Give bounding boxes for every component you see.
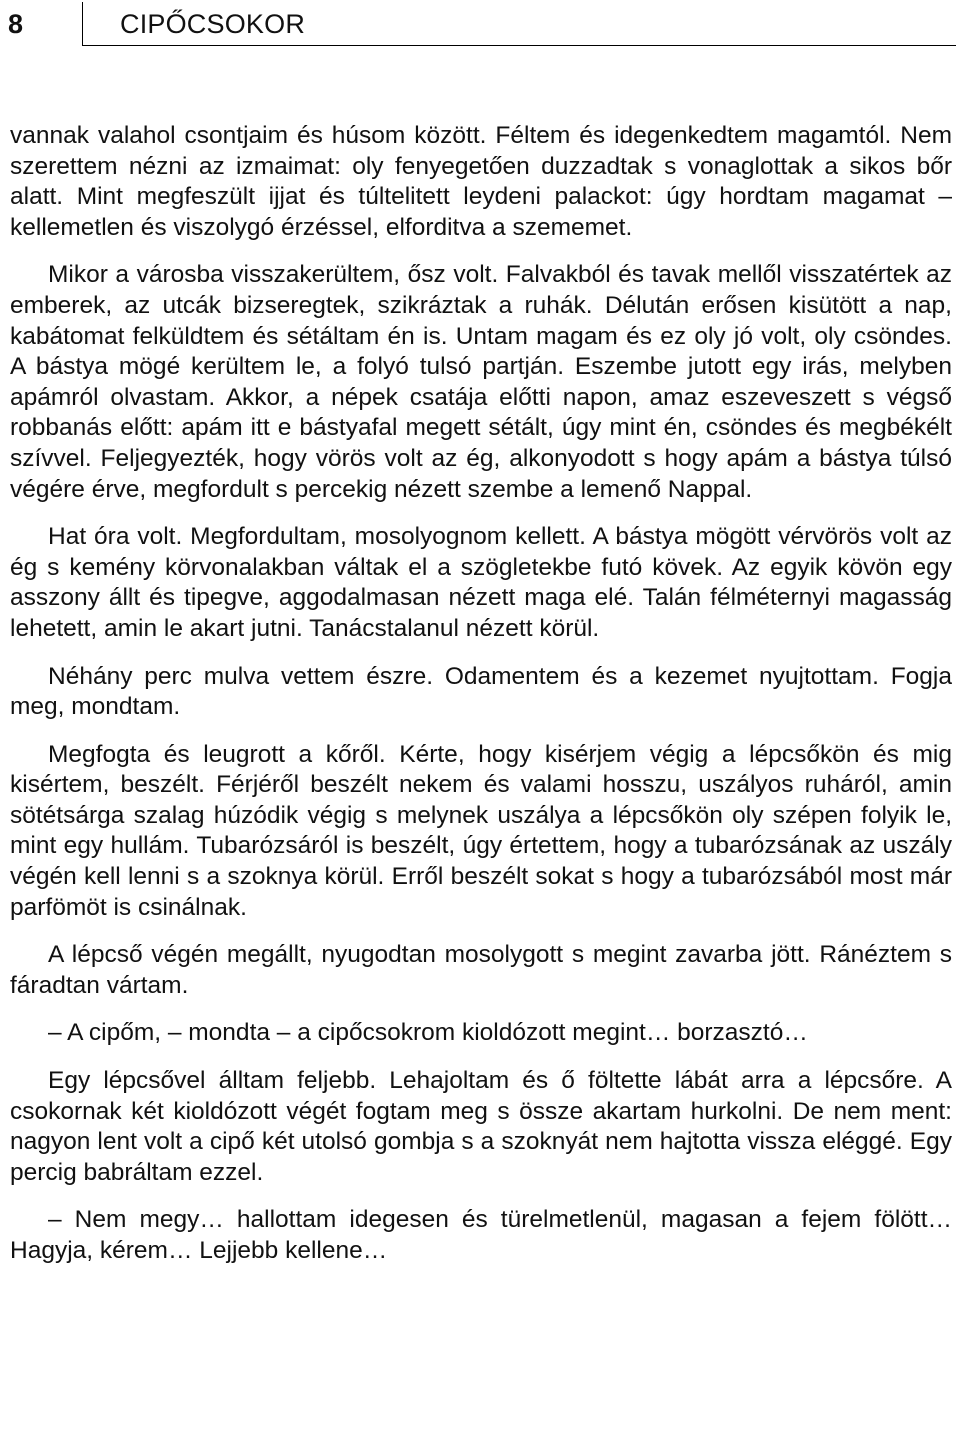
paragraph-2: Mikor a városba visszakerültem, ősz volt. Falvakból és tavak mellől visszatértek az emberek, az utcák bizseregtek, szikráztak a ruhák. Délután erősen kisütött a nap, kabátomat felküldtem és sétáltam én is. Untam magam és ez oly jó volt, oly csöndes. A bástya mögé kerültem le, a folyó tulsó partján. Eszembe jutott egy irás, melyben apámról olvastam. Akkor, a népek csatája előtti napon, amaz eszeveszett s végső robbanás előtt: apám itt e bástyafal megett sétált, úgy mint én, csöndes és megbékélt szívvel. Feljegyezték, hogy vörös volt az ég, alkonyodott s hogy apám a bástya túlsó végére érve, megfordult s percekig nézett szembe a lemenő Nappal. <box>10 261 952 503</box>
header-vertical-rule <box>82 2 83 46</box>
page-header <box>0 0 960 46</box>
header-horizontal-rule <box>82 45 956 46</box>
paragraph-6: A lépcső végén megállt, nyugodtan mosolygott s megint zavarba jött. Ránéztem s fáradtan vártam. <box>10 941 952 999</box>
page-number: 8 <box>8 9 24 39</box>
paragraph-7: – A cipőm, – mondta – a cipőcsokrom kioldózott megint… borzasztó… <box>48 1019 808 1047</box>
paragraph-8: Egy lépcsővel álltam feljebb. Lehajoltam és ő föltette lábát arra a lépcsőre. A csokornak két kioldózott végét fogtam meg s össze akartam hurkolni. De nem ment: nagyon lent volt a cipő két utolsó gombja s a szoknyát nem hajtotta vissza eléggé. Egy percig babráltam ezzel. <box>10 1067 952 1186</box>
paragraph-3: Hat óra volt. Megfordultam, mosolyognom kellett. A bástya mögött vérvörös volt az ég s kemény körvonalakban váltak el a szögletekbe futó kövek. Az egyik kövön egy asszony állt és tipegve, aggodalmasan nézett maga elé. Talán félméternyi magasság lehetett, amin le akart jutni. Tanácstalanul nézett körül. <box>10 523 952 642</box>
paragraph-1: vannak valahol csontjaim és húsom között. Féltem és idegenkedtem magamtól. Nem szerettem nézni az izmaimat: oly fenyegetően duzzadtak s vonaglottak a sikos bőr alatt. Mint megfeszült ijjat és túltelitett leydeni palackot: úgy hordtam magamat – kellemetlen és viszolygó érzéssel, elforditva a szememet. <box>10 122 952 241</box>
body-text <box>10 121 952 1284</box>
paragraph-9: – Nem megy… hallottam idegesen és türelmetlenül, magasan a fejem fölött… Hagyja, kérem… Lejjebb kellene… <box>10 1206 952 1264</box>
paragraph-4: Néhány perc mulva vettem észre. Odamentem és a kezemet nyujtottam. Fogja meg, mondtam. <box>10 662 952 721</box>
running-title: CIPŐCSOKOR <box>120 9 306 39</box>
paragraph-5: Megfogta és leugrott a kőről. Kérte, hogy kisérjem végig a lépcsőkön és mig kisértem, beszélt. Férjéről beszélt nekem és valami hosszu, uszályos ruháról, amin sötétsárga szalag húzódik végig s melynek uszálya a lépcsőkön oly szépen folyik le, mint egy hullám. Tubarózsáról is beszélt, úgy értettem, hogy a tubarózsának az uszály végén kell lenni s a szoknya körül. Erről beszélt sokat s hogy a tubarózsából most már parfömöt is csinálnak. <box>10 740 952 921</box>
